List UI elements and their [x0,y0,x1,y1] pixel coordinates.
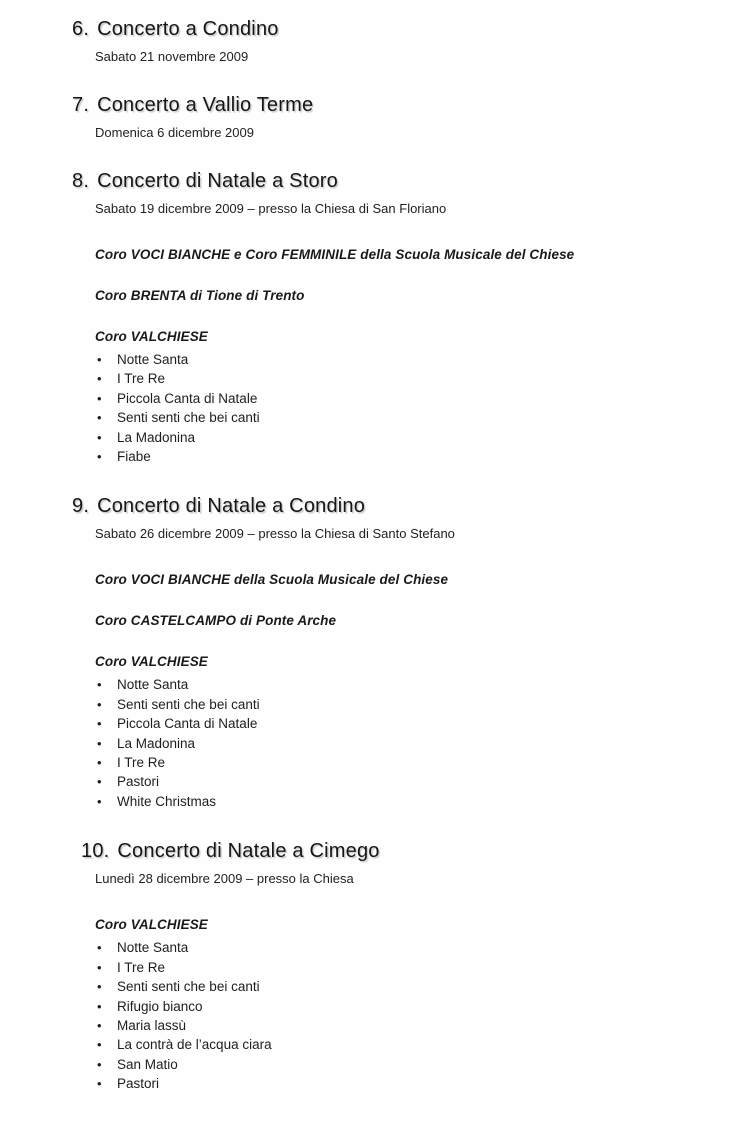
song-item [95,958,710,977]
bullet-icon: • [97,429,102,445]
song-title: I Tre Re [117,959,166,975]
song-title: Notte Santa [117,677,189,693]
song-title: Senti senti che bei canti [117,410,260,426]
section-heading [72,493,710,519]
song-title: Notte Santa [117,940,189,956]
section-date: Sabato 21 novembre 2009 [95,49,249,64]
song-title: White Christmas [117,793,217,809]
song-item [95,753,710,772]
section-title: Concerto di Natale a Cimego [117,840,380,863]
song-title: Maria lassù [117,1017,187,1033]
section-number: 7. [72,94,90,116]
choir-line: Coro VALCHIESE [95,654,208,670]
song-title: Rifugio bianco [117,998,203,1014]
section-heading [72,92,710,118]
bullet-icon: • [97,940,102,956]
bullet-icon: • [97,1017,102,1033]
song-item [95,350,710,369]
bullet-icon: • [97,735,102,751]
song-title: Senti senti che bei canti [117,696,260,712]
section-date: Sabato 26 dicembre 2009 – presso la Chiesa di Santo Stefano [95,526,455,542]
song-title: Piccola Canta di Natale [117,390,258,406]
section-title: Concerto a Vallio Terme [97,94,314,116]
bullet-icon: • [97,998,102,1014]
song-item [95,714,710,733]
song-item [95,772,710,791]
choir-line: Coro VOCI BIANCHE della Scuola Musicale del Chiese [95,572,449,588]
song-title: Pastori [117,774,160,790]
song-title: Fiabe [117,449,151,465]
choir-line: Coro VOCI BIANCHE e Coro FEMMINILE della Scuola Musicale del Chiese [95,247,575,262]
section-number: 8. [72,170,90,192]
bullet-icon: • [97,979,102,995]
song-item [95,408,710,427]
song-title: Piccola Canta di Natale [117,716,258,732]
bullet-icon: • [97,1056,102,1072]
bullet-icon: • [97,793,102,809]
song-title: Notte Santa [117,352,189,367]
song-title: I Tre Re [117,371,166,387]
concert-list [0,16,710,1094]
song-item [95,977,710,996]
bullet-icon: • [97,449,102,465]
song-item [95,792,710,811]
bullet-icon: • [97,677,102,693]
bullet-icon: • [97,716,102,732]
section-heading [81,838,710,864]
song-title: I Tre Re [117,755,166,771]
song-item [95,447,710,466]
song-title: San Matio [117,1056,178,1072]
song-title: La Madonina [117,429,196,445]
song-item [95,997,710,1016]
concert-section [0,838,710,1093]
song-item [95,695,710,714]
song-item [95,675,710,694]
bullet-icon: • [97,959,102,975]
concert-section [0,92,710,141]
section-title: Concerto di Natale a Storo [97,170,338,192]
song-title: La contrà de l’acqua ciara [117,1037,272,1053]
section-title: Concerto a Condino [97,18,279,40]
section-title: Concerto di Natale a Condino [97,495,366,518]
song-item [95,734,710,753]
bullet-icon: • [97,755,102,771]
section-date: Lunedì 28 dicembre 2009 – presso la Chiesa [95,871,354,887]
song-item [95,389,710,408]
section-date: Sabato 19 dicembre 2009 – presso la Chiesa di San Floriano [95,201,447,216]
section-number: 9. [72,495,90,518]
bullet-icon: • [97,1037,102,1053]
song-title: La Madonina [117,735,196,751]
bullet-icon: • [97,696,102,712]
song-item [95,369,710,388]
choir-line: Coro VALCHIESE [95,329,208,344]
song-list [95,675,710,811]
song-item [95,1074,710,1093]
concert-section [0,493,710,811]
song-item [95,1035,710,1054]
bullet-icon: • [97,410,102,426]
choir-line: Coro VALCHIESE [95,917,208,933]
song-item [95,1016,710,1035]
section-heading [72,16,710,42]
section-heading [72,168,710,194]
song-title: Pastori [117,1076,160,1092]
song-item [95,938,710,957]
bullet-icon: • [97,1076,102,1092]
choir-line: Coro CASTELCAMPO di Ponte Arche [95,613,337,629]
song-list [95,350,710,466]
bullet-icon: • [97,352,102,367]
section-number: 6. [72,18,90,40]
song-list [95,938,710,1093]
bullet-icon: • [97,371,102,387]
song-title: Senti senti che bei canti [117,979,260,995]
section-date: Domenica 6 dicembre 2009 [95,125,254,140]
bullet-icon: • [97,390,102,406]
choir-line: Coro BRENTA di Tione di Trento [95,288,305,303]
concert-section [0,16,710,65]
song-item [95,1055,710,1074]
song-item [95,428,710,447]
section-number: 10. [81,840,110,863]
concert-section [0,168,710,466]
bullet-icon: • [97,774,102,790]
